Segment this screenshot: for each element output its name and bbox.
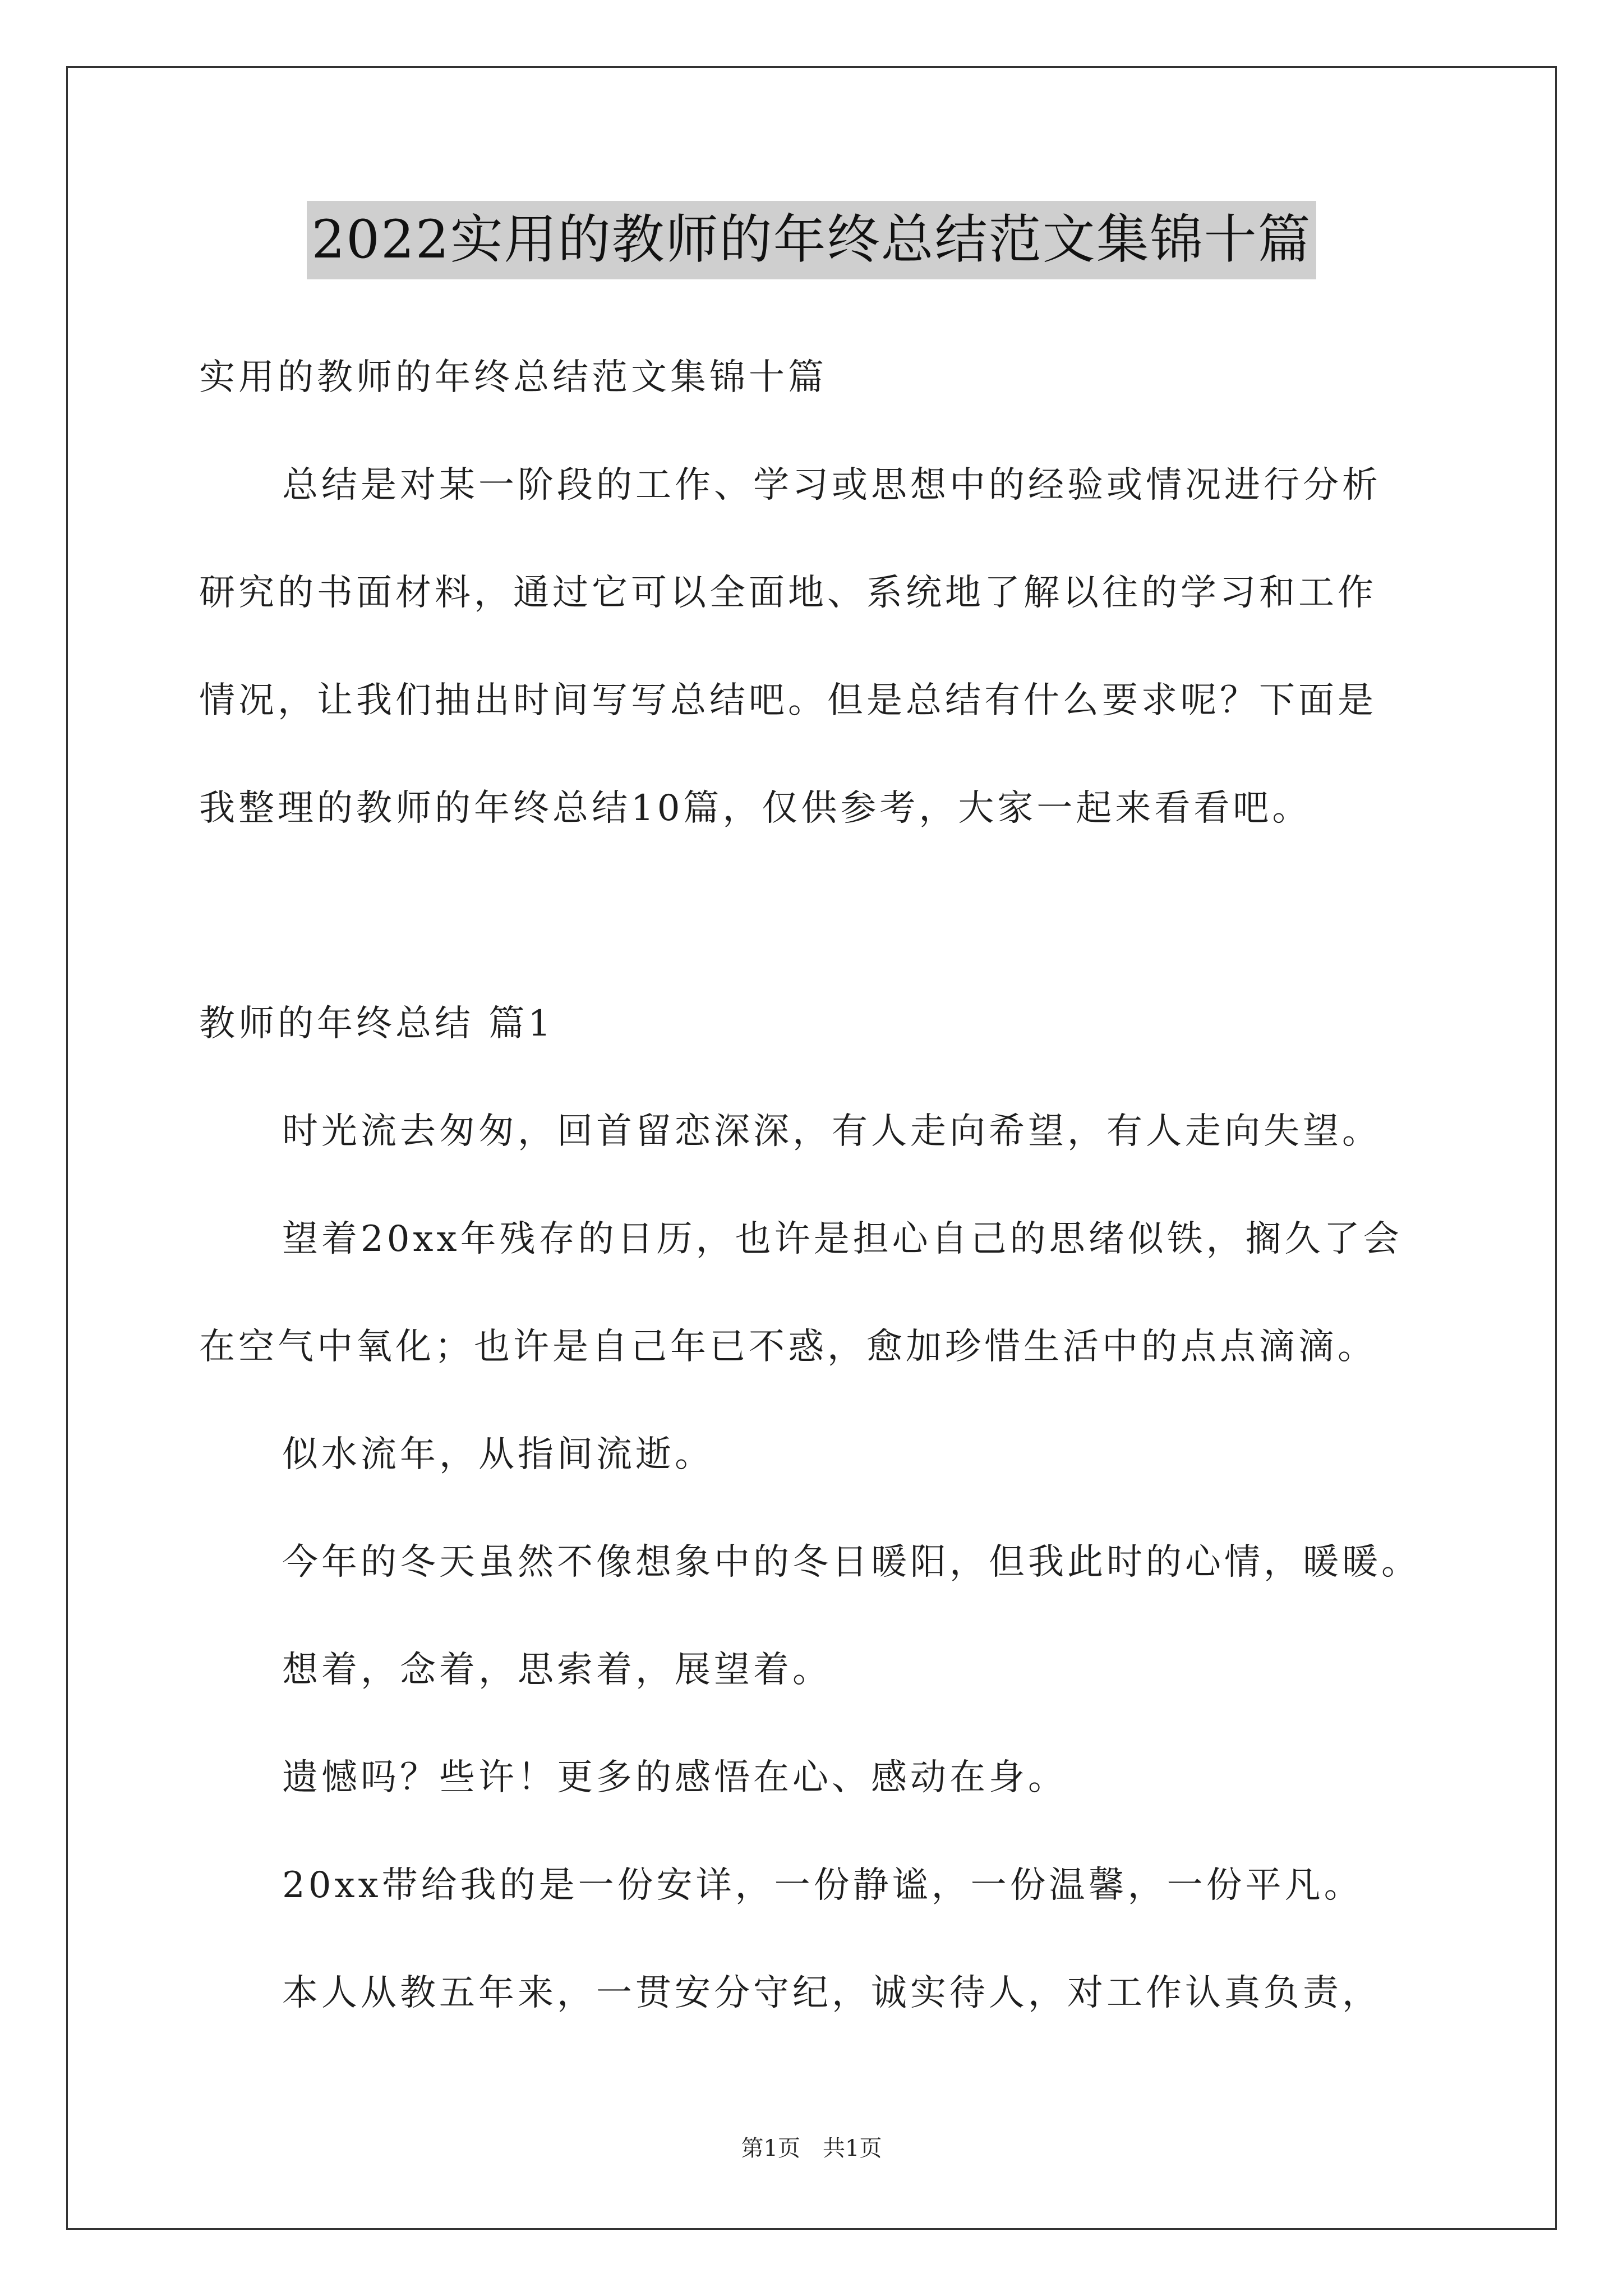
body-paragraph: 在空气中氧化；也许是自己年已不惑，愈加珍惜生活中的点点滴滴。: [199, 1326, 1377, 1368]
body-paragraph: 遗憾吗？些许！更多的感悟在心、感动在身。: [282, 1757, 1067, 1798]
section-heading: 教师的年终总结 篇1: [199, 1003, 555, 1045]
body-paragraph: 时光流去匆匆，回首留恋深深，有人走向希望，有人走向失望。: [282, 1111, 1381, 1152]
title-container: [0, 201, 1623, 279]
body-paragraph: 想着，念着，思索着，展望着。: [282, 1649, 832, 1691]
page-footer: [0, 2134, 1623, 2162]
intro-line: 总结是对某一阶段的工作、学习或思想中的经验或情况进行分析: [282, 464, 1381, 506]
body-paragraph: 今年的冬天虽然不像想象中的冬日暖阳，但我此时的心情，暖暖。: [282, 1542, 1421, 1583]
intro-line: 研究的书面材料，通过它可以全面地、系统地了解以往的学习和工作: [199, 572, 1377, 614]
page-number: 第1页: [741, 2136, 800, 2161]
document-title: 2022实用的教师的年终总结范文集锦十篇: [307, 201, 1316, 279]
body-paragraph: 似水流年，从指间流逝。: [282, 1434, 714, 1475]
document-subtitle: 实用的教师的年终总结范文集锦十篇: [199, 357, 827, 398]
page-total: 共1页: [823, 2136, 882, 2161]
body-paragraph: 本人从教五年来，一贯安分守纪，诚实待人，对工作认真负责，: [282, 1972, 1381, 2014]
body-paragraph: 望着20xx年残存的日历，也许是担心自己的思绪似铁，搁久了会: [282, 1218, 1403, 1260]
body-paragraph: 20xx带给我的是一份安详，一份静谧，一份温馨，一份平凡。: [282, 1865, 1363, 1906]
intro-line: 情况，让我们抽出时间写写总结吧。但是总结有什么要求呢？下面是: [199, 680, 1377, 721]
intro-line: 我整理的教师的年终总结10篇，仅供参考，大家一起来看看吧。: [199, 788, 1312, 829]
